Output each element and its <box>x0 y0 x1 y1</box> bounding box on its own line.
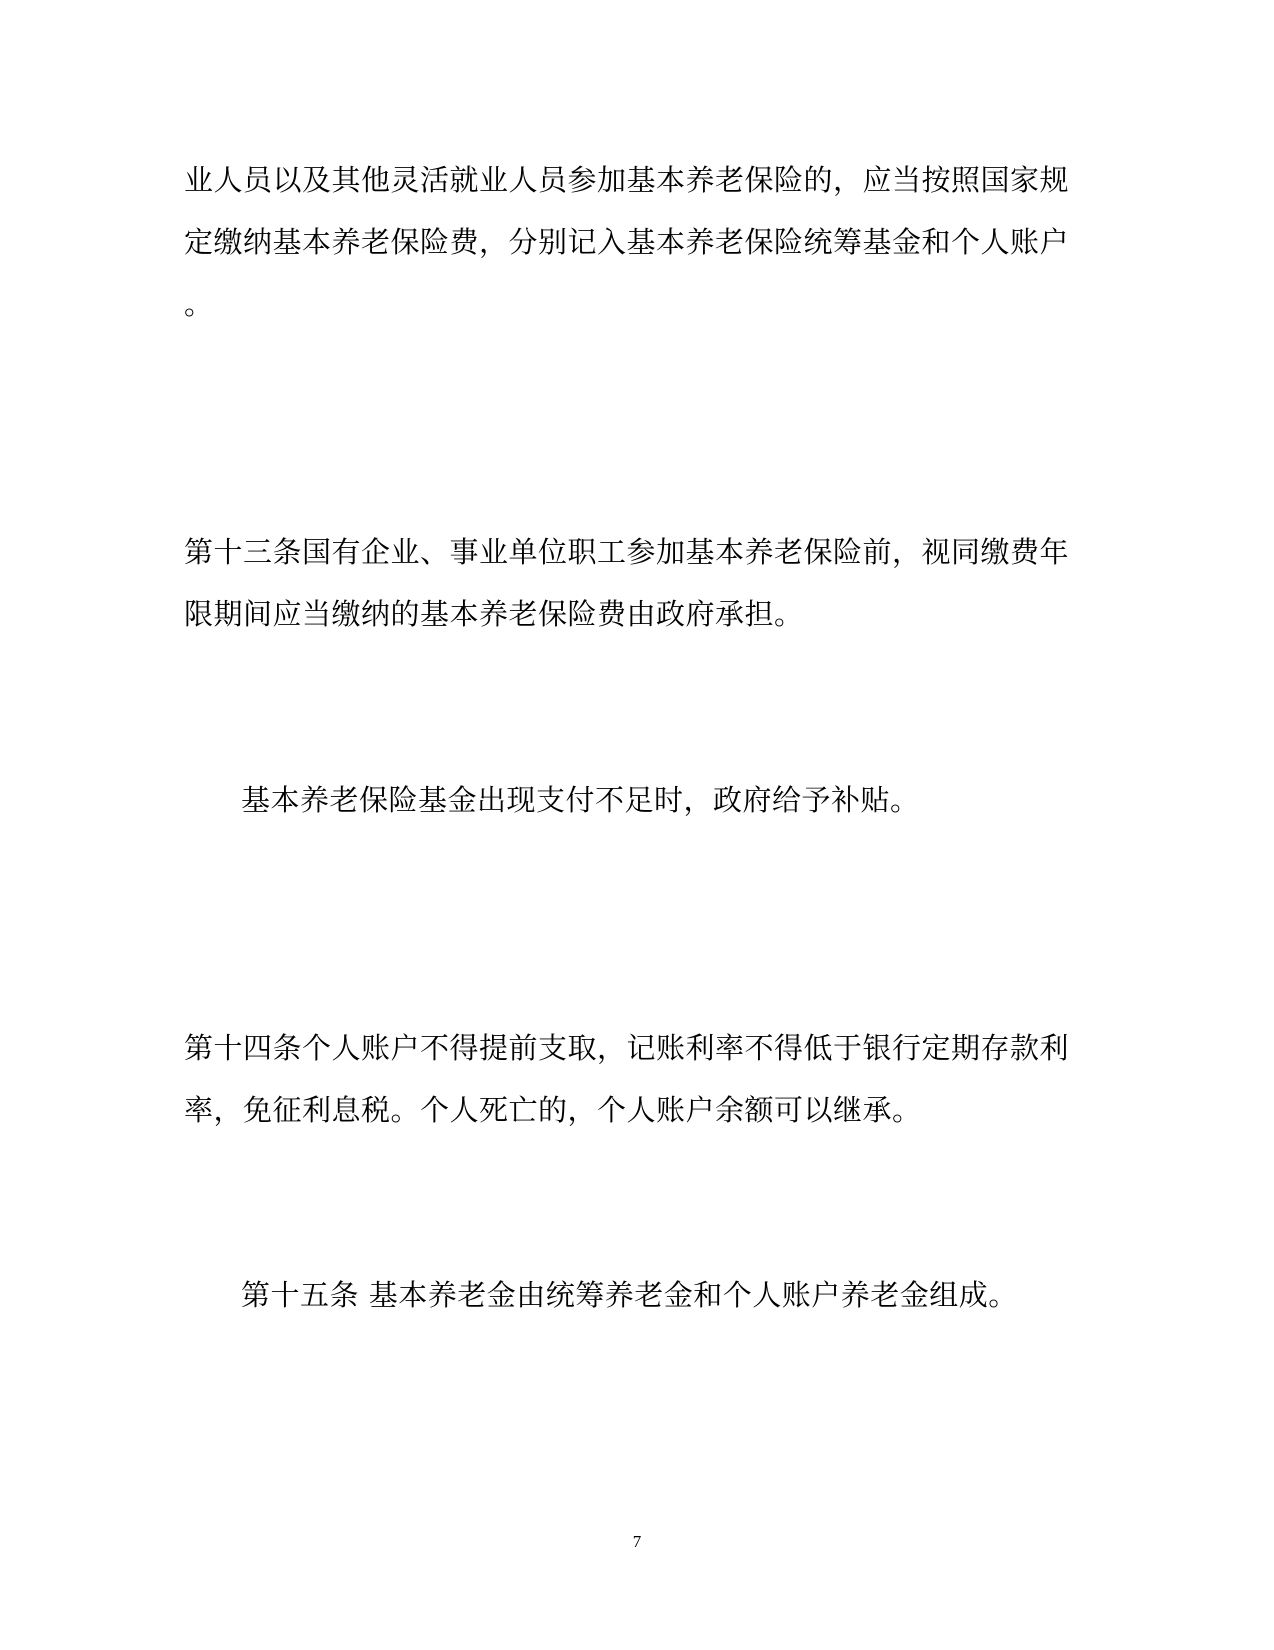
paragraph-4-line-1: 第十四条个人账户不得提前支取，记账利率不得低于银行定期存款利 <box>184 1031 1070 1065</box>
paragraph-4-line-2: 率，免征利息税。个人死亡的，个人账户余额可以继承。 <box>184 1093 922 1127</box>
paragraph-3-line-1: 基本养老保险基金出现支付不足时，政府给予补贴。 <box>241 783 920 817</box>
page-number: 7 <box>632 1532 642 1551</box>
paragraph-1-line-2: 定缴纳基本养老保险费，分别记入基本养老保险统筹基金和个人账户 <box>184 225 1070 259</box>
paragraph-2-line-1: 第十三条国有企业、事业单位职工参加基本养老保险前，视同缴费年 <box>184 535 1070 569</box>
paragraph-1-line-1: 业人员以及其他灵活就业人员参加基本养老保险的，应当按照国家规 <box>184 163 1070 197</box>
paragraph-1-line-3: 。 <box>184 287 214 321</box>
paragraph-5-line-1: 第十五条 基本养老金由统筹养老金和个人账户养老金组成。 <box>241 1278 1018 1312</box>
paragraph-2-line-2: 限期间应当缴纳的基本养老保险费由政府承担。 <box>184 597 804 631</box>
